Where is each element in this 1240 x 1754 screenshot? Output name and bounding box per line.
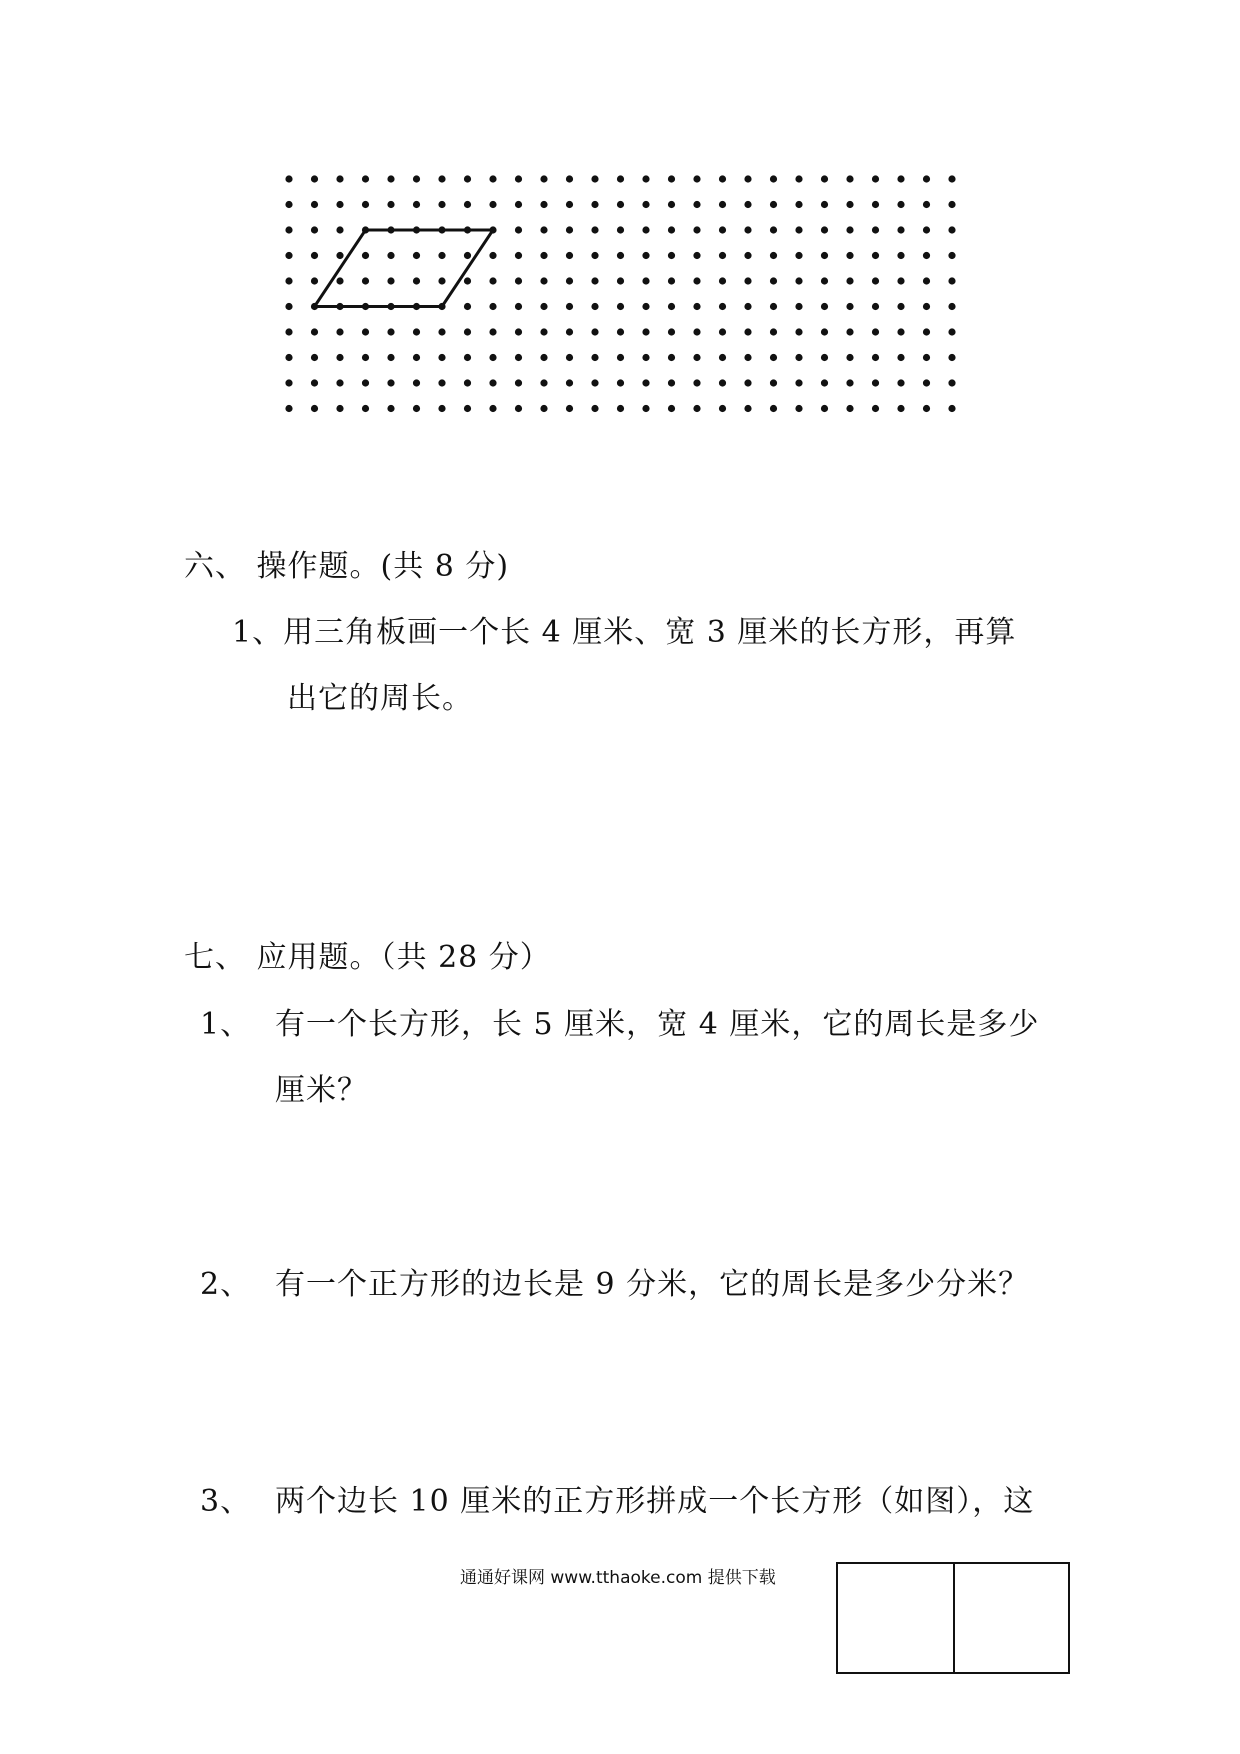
grid-dot [948, 379, 955, 386]
grid-dot [515, 354, 522, 361]
grid-dot [464, 405, 471, 412]
grid-dot [744, 405, 751, 412]
grid-dot [642, 303, 649, 310]
grid-dot [846, 328, 853, 335]
grid-dot [464, 252, 471, 259]
grid-dot [336, 175, 343, 182]
grid-dot [489, 303, 496, 310]
grid-dot [438, 379, 445, 386]
grid-dot [591, 201, 598, 208]
grid-dot [948, 303, 955, 310]
grid-dot [311, 252, 318, 259]
grid-dot [311, 405, 318, 412]
section-7-question-2-line-1: 有一个正方形的边长是 9 分米，它的周长是多少分米？ [275, 1267, 1030, 1302]
grid-dot [795, 175, 802, 182]
grid-dot [719, 328, 726, 335]
grid-dot [489, 405, 496, 412]
grid-dot [897, 303, 904, 310]
grid-dot [770, 201, 777, 208]
grid-dot [285, 303, 292, 310]
grid-dot [591, 175, 598, 182]
grid-dot [387, 277, 394, 284]
dot-grid-figure [0, 0, 1240, 460]
grid-dot [642, 277, 649, 284]
grid-dot [821, 354, 828, 361]
grid-dot [846, 303, 853, 310]
grid-dot [362, 252, 369, 259]
grid-dot [693, 175, 700, 182]
grid-dot [591, 252, 598, 259]
grid-dot [795, 328, 802, 335]
grid-dot [438, 405, 445, 412]
grid-dot [795, 354, 802, 361]
grid-dot [693, 379, 700, 386]
grid-dot [668, 201, 675, 208]
grid-dot [540, 405, 547, 412]
grid-dot [719, 379, 726, 386]
grid-dot [948, 226, 955, 233]
grid-dot [846, 354, 853, 361]
section-7-question-3-number: 3、 [200, 1484, 252, 1519]
grid-dot [285, 354, 292, 361]
grid-dot [948, 328, 955, 335]
grid-dot [693, 405, 700, 412]
section-6-question-1-line-1: 1、用三角板画一个长 4 厘米、宽 3 厘米的长方形，再算 [232, 615, 1017, 650]
grid-dot [923, 354, 930, 361]
grid-dot [617, 226, 624, 233]
grid-dot [795, 303, 802, 310]
grid-dot [821, 328, 828, 335]
grid-dot [591, 277, 598, 284]
grid-dot [617, 379, 624, 386]
grid-dot [642, 226, 649, 233]
grid-dot [923, 226, 930, 233]
grid-dot [821, 226, 828, 233]
grid-dot [617, 252, 624, 259]
grid-dot [872, 277, 879, 284]
grid-dot [744, 201, 751, 208]
grid-dot [285, 277, 292, 284]
grid-dot [617, 328, 624, 335]
grid-dot [515, 175, 522, 182]
parallelogram-shape [315, 230, 494, 307]
grid-dot [821, 405, 828, 412]
grid-dot [311, 201, 318, 208]
grid-dot [642, 354, 649, 361]
grid-dot [872, 405, 879, 412]
grid-dot [846, 405, 853, 412]
grid-dot [311, 379, 318, 386]
grid-dot [795, 252, 802, 259]
grid-dot [311, 277, 318, 284]
grid-dot [872, 379, 879, 386]
grid-dot [413, 354, 420, 361]
grid-dot [489, 201, 496, 208]
grid-dot [821, 252, 828, 259]
grid-dot [591, 354, 598, 361]
grid-dot [540, 201, 547, 208]
section-7-question-1-number: 1、 [200, 1007, 252, 1042]
grid-dot [719, 354, 726, 361]
grid-dot [336, 201, 343, 208]
grid-dot [693, 226, 700, 233]
grid-dot [795, 277, 802, 284]
grid-dot [387, 405, 394, 412]
grid-dot [540, 226, 547, 233]
grid-dot [489, 354, 496, 361]
grid-dot [591, 405, 598, 412]
grid-dot [413, 277, 420, 284]
grid-dot [948, 252, 955, 259]
grid-dot [668, 328, 675, 335]
grid-dot [387, 354, 394, 361]
grid-dot [693, 201, 700, 208]
grid-dot [515, 201, 522, 208]
grid-dot [948, 405, 955, 412]
grid-dot [821, 303, 828, 310]
grid-dot [438, 328, 445, 335]
grid-dot [846, 379, 853, 386]
grid-dot [795, 379, 802, 386]
grid-dot [464, 277, 471, 284]
grid-dot [362, 354, 369, 361]
grid-dot [540, 303, 547, 310]
grid-dot [897, 277, 904, 284]
grid-dot [923, 201, 930, 208]
grid-dot [642, 405, 649, 412]
section-6-question-1-line-2: 出它的周长。 [287, 681, 473, 716]
section-7-question-1-line-2: 厘米？ [275, 1073, 368, 1108]
grid-dot [744, 303, 751, 310]
grid-dot [693, 252, 700, 259]
grid-dot [897, 252, 904, 259]
grid-dot [285, 226, 292, 233]
grid-dot [285, 252, 292, 259]
grid-dot [336, 226, 343, 233]
grid-dot [897, 328, 904, 335]
grid-dot [311, 354, 318, 361]
grid-dot [566, 303, 573, 310]
grid-dot [336, 379, 343, 386]
grid-dot [566, 252, 573, 259]
grid-dot [770, 405, 777, 412]
grid-dot [489, 252, 496, 259]
grid-dot [540, 252, 547, 259]
grid-dot [566, 328, 573, 335]
grid-dot [897, 354, 904, 361]
grid-dot [617, 354, 624, 361]
grid-dot [515, 277, 522, 284]
grid-dot [744, 354, 751, 361]
grid-dot [515, 405, 522, 412]
grid-dot [872, 201, 879, 208]
grid-dot [744, 277, 751, 284]
grid-dot [923, 175, 930, 182]
grid-dot [693, 277, 700, 284]
grid-dot [821, 277, 828, 284]
grid-dot [948, 277, 955, 284]
grid-dot [591, 328, 598, 335]
grid-dot [668, 303, 675, 310]
grid-dot [438, 252, 445, 259]
grid-dot [770, 379, 777, 386]
grid-dot [897, 201, 904, 208]
grid-dot [923, 303, 930, 310]
grid-dot [387, 175, 394, 182]
grid-dot [591, 226, 598, 233]
grid-dot [464, 354, 471, 361]
grid-dot [872, 354, 879, 361]
grid-dot [413, 252, 420, 259]
grid-dot [566, 379, 573, 386]
grid-dot [770, 175, 777, 182]
grid-dot [846, 201, 853, 208]
grid-dot [795, 226, 802, 233]
grid-dot [744, 175, 751, 182]
grid-dot [872, 303, 879, 310]
grid-dot [821, 379, 828, 386]
grid-dot [387, 379, 394, 386]
grid-dot [668, 354, 675, 361]
grid-dot [744, 226, 751, 233]
grid-dot [362, 379, 369, 386]
grid-dot [770, 226, 777, 233]
square-divider-line [953, 1564, 955, 1672]
section-7-question-2-number: 2、 [200, 1267, 252, 1302]
grid-dot [821, 175, 828, 182]
grid-dot [642, 252, 649, 259]
grid-dot [566, 277, 573, 284]
grid-dot [464, 379, 471, 386]
grid-dot [719, 252, 726, 259]
grid-dot [336, 277, 343, 284]
grid-dot [464, 303, 471, 310]
grid-dot [719, 226, 726, 233]
grid-dot [387, 328, 394, 335]
grid-dot [795, 201, 802, 208]
grid-dot [642, 201, 649, 208]
grid-dot [413, 201, 420, 208]
grid-dot [540, 379, 547, 386]
grid-dot [795, 405, 802, 412]
grid-dot [489, 328, 496, 335]
grid-dot [489, 277, 496, 284]
grid-dot [311, 328, 318, 335]
grid-dot [285, 379, 292, 386]
grid-dot [438, 277, 445, 284]
grid-dot [387, 201, 394, 208]
grid-dot [515, 303, 522, 310]
grid-dot [591, 303, 598, 310]
grid-dot [642, 328, 649, 335]
grid-dot [948, 201, 955, 208]
section-6-heading: 六、 操作题。(共 8 分) [184, 549, 510, 584]
grid-dot [311, 175, 318, 182]
grid-dot [668, 277, 675, 284]
grid-dot [489, 175, 496, 182]
grid-dot [668, 252, 675, 259]
grid-dot [770, 354, 777, 361]
grid-dot [515, 328, 522, 335]
grid-dot [515, 226, 522, 233]
grid-dot [413, 405, 420, 412]
grid-dot [413, 379, 420, 386]
grid-dot [744, 379, 751, 386]
grid-dot [362, 201, 369, 208]
grid-dot [362, 405, 369, 412]
grid-dot [566, 405, 573, 412]
grid-dot [821, 201, 828, 208]
grid-dot [566, 201, 573, 208]
grid-dot [770, 252, 777, 259]
grid-dot [566, 175, 573, 182]
grid-dot [897, 226, 904, 233]
grid-dot [285, 328, 292, 335]
grid-dot [668, 226, 675, 233]
grid-dot [540, 328, 547, 335]
grid-dot [285, 175, 292, 182]
grid-dot [872, 328, 879, 335]
grid-dot [719, 405, 726, 412]
grid-dot [336, 252, 343, 259]
grid-dot [872, 175, 879, 182]
grid-dot [923, 277, 930, 284]
grid-dot [566, 354, 573, 361]
grid-dot [872, 226, 879, 233]
grid-dot [948, 354, 955, 361]
grid-dot [540, 354, 547, 361]
grid-dot [923, 252, 930, 259]
grid-dot [617, 201, 624, 208]
grid-dot [617, 277, 624, 284]
grid-dot [464, 175, 471, 182]
grid-dot [719, 201, 726, 208]
grid-dot [846, 226, 853, 233]
grid-dot [642, 379, 649, 386]
grid-dot [770, 277, 777, 284]
grid-dot [617, 405, 624, 412]
grid-dot [744, 252, 751, 259]
grid-dot [948, 175, 955, 182]
grid-dot [336, 354, 343, 361]
section-7-question-1-line-1: 有一个长方形，长 5 厘米，宽 4 厘米，它的周长是多少 [275, 1007, 1040, 1042]
grid-dot [719, 303, 726, 310]
grid-dot [489, 379, 496, 386]
grid-dot [464, 328, 471, 335]
grid-dot [693, 354, 700, 361]
grid-dot [668, 175, 675, 182]
grid-dot [438, 354, 445, 361]
grid-dot [668, 379, 675, 386]
grid-dot [923, 328, 930, 335]
grid-dot [923, 405, 930, 412]
grid-dot [311, 226, 318, 233]
section-7-heading: 七、 应用题。（共 28 分） [184, 940, 551, 975]
grid-dot [540, 175, 547, 182]
grid-dot [438, 201, 445, 208]
grid-dot [413, 175, 420, 182]
grid-dot [897, 405, 904, 412]
grid-dot [770, 303, 777, 310]
grid-dot [617, 303, 624, 310]
grid-dot [591, 379, 598, 386]
footer-source-note: 通通好课网 www.tthaoke.com 提供下载 [460, 1568, 776, 1588]
grid-dot [693, 328, 700, 335]
grid-dot [719, 277, 726, 284]
grid-dot [668, 405, 675, 412]
grid-dot [846, 175, 853, 182]
grid-dot [846, 277, 853, 284]
grid-dot [719, 175, 726, 182]
grid-dot [617, 175, 624, 182]
grid-dot [515, 379, 522, 386]
grid-dot [566, 226, 573, 233]
grid-dot [897, 175, 904, 182]
grid-dot [897, 379, 904, 386]
grid-dot [362, 328, 369, 335]
grid-dot [923, 379, 930, 386]
grid-dot [285, 405, 292, 412]
grid-dot [642, 175, 649, 182]
grid-dot [285, 201, 292, 208]
grid-dot [336, 405, 343, 412]
grid-dot [413, 328, 420, 335]
grid-dot [693, 303, 700, 310]
grid-dot [515, 252, 522, 259]
section-7-question-3-line-1: 两个边长 10 厘米的正方形拼成一个长方形（如图），这 [275, 1484, 1035, 1519]
grid-dot [770, 328, 777, 335]
grid-dot [540, 277, 547, 284]
grid-dot [387, 252, 394, 259]
grid-dot [744, 328, 751, 335]
grid-dot [464, 201, 471, 208]
grid-dot [362, 277, 369, 284]
grid-dot [362, 175, 369, 182]
two-squares-rectangle-figure [836, 1562, 1070, 1674]
grid-dot [872, 252, 879, 259]
grid-dot [336, 328, 343, 335]
grid-dot [438, 175, 445, 182]
grid-dot [846, 252, 853, 259]
